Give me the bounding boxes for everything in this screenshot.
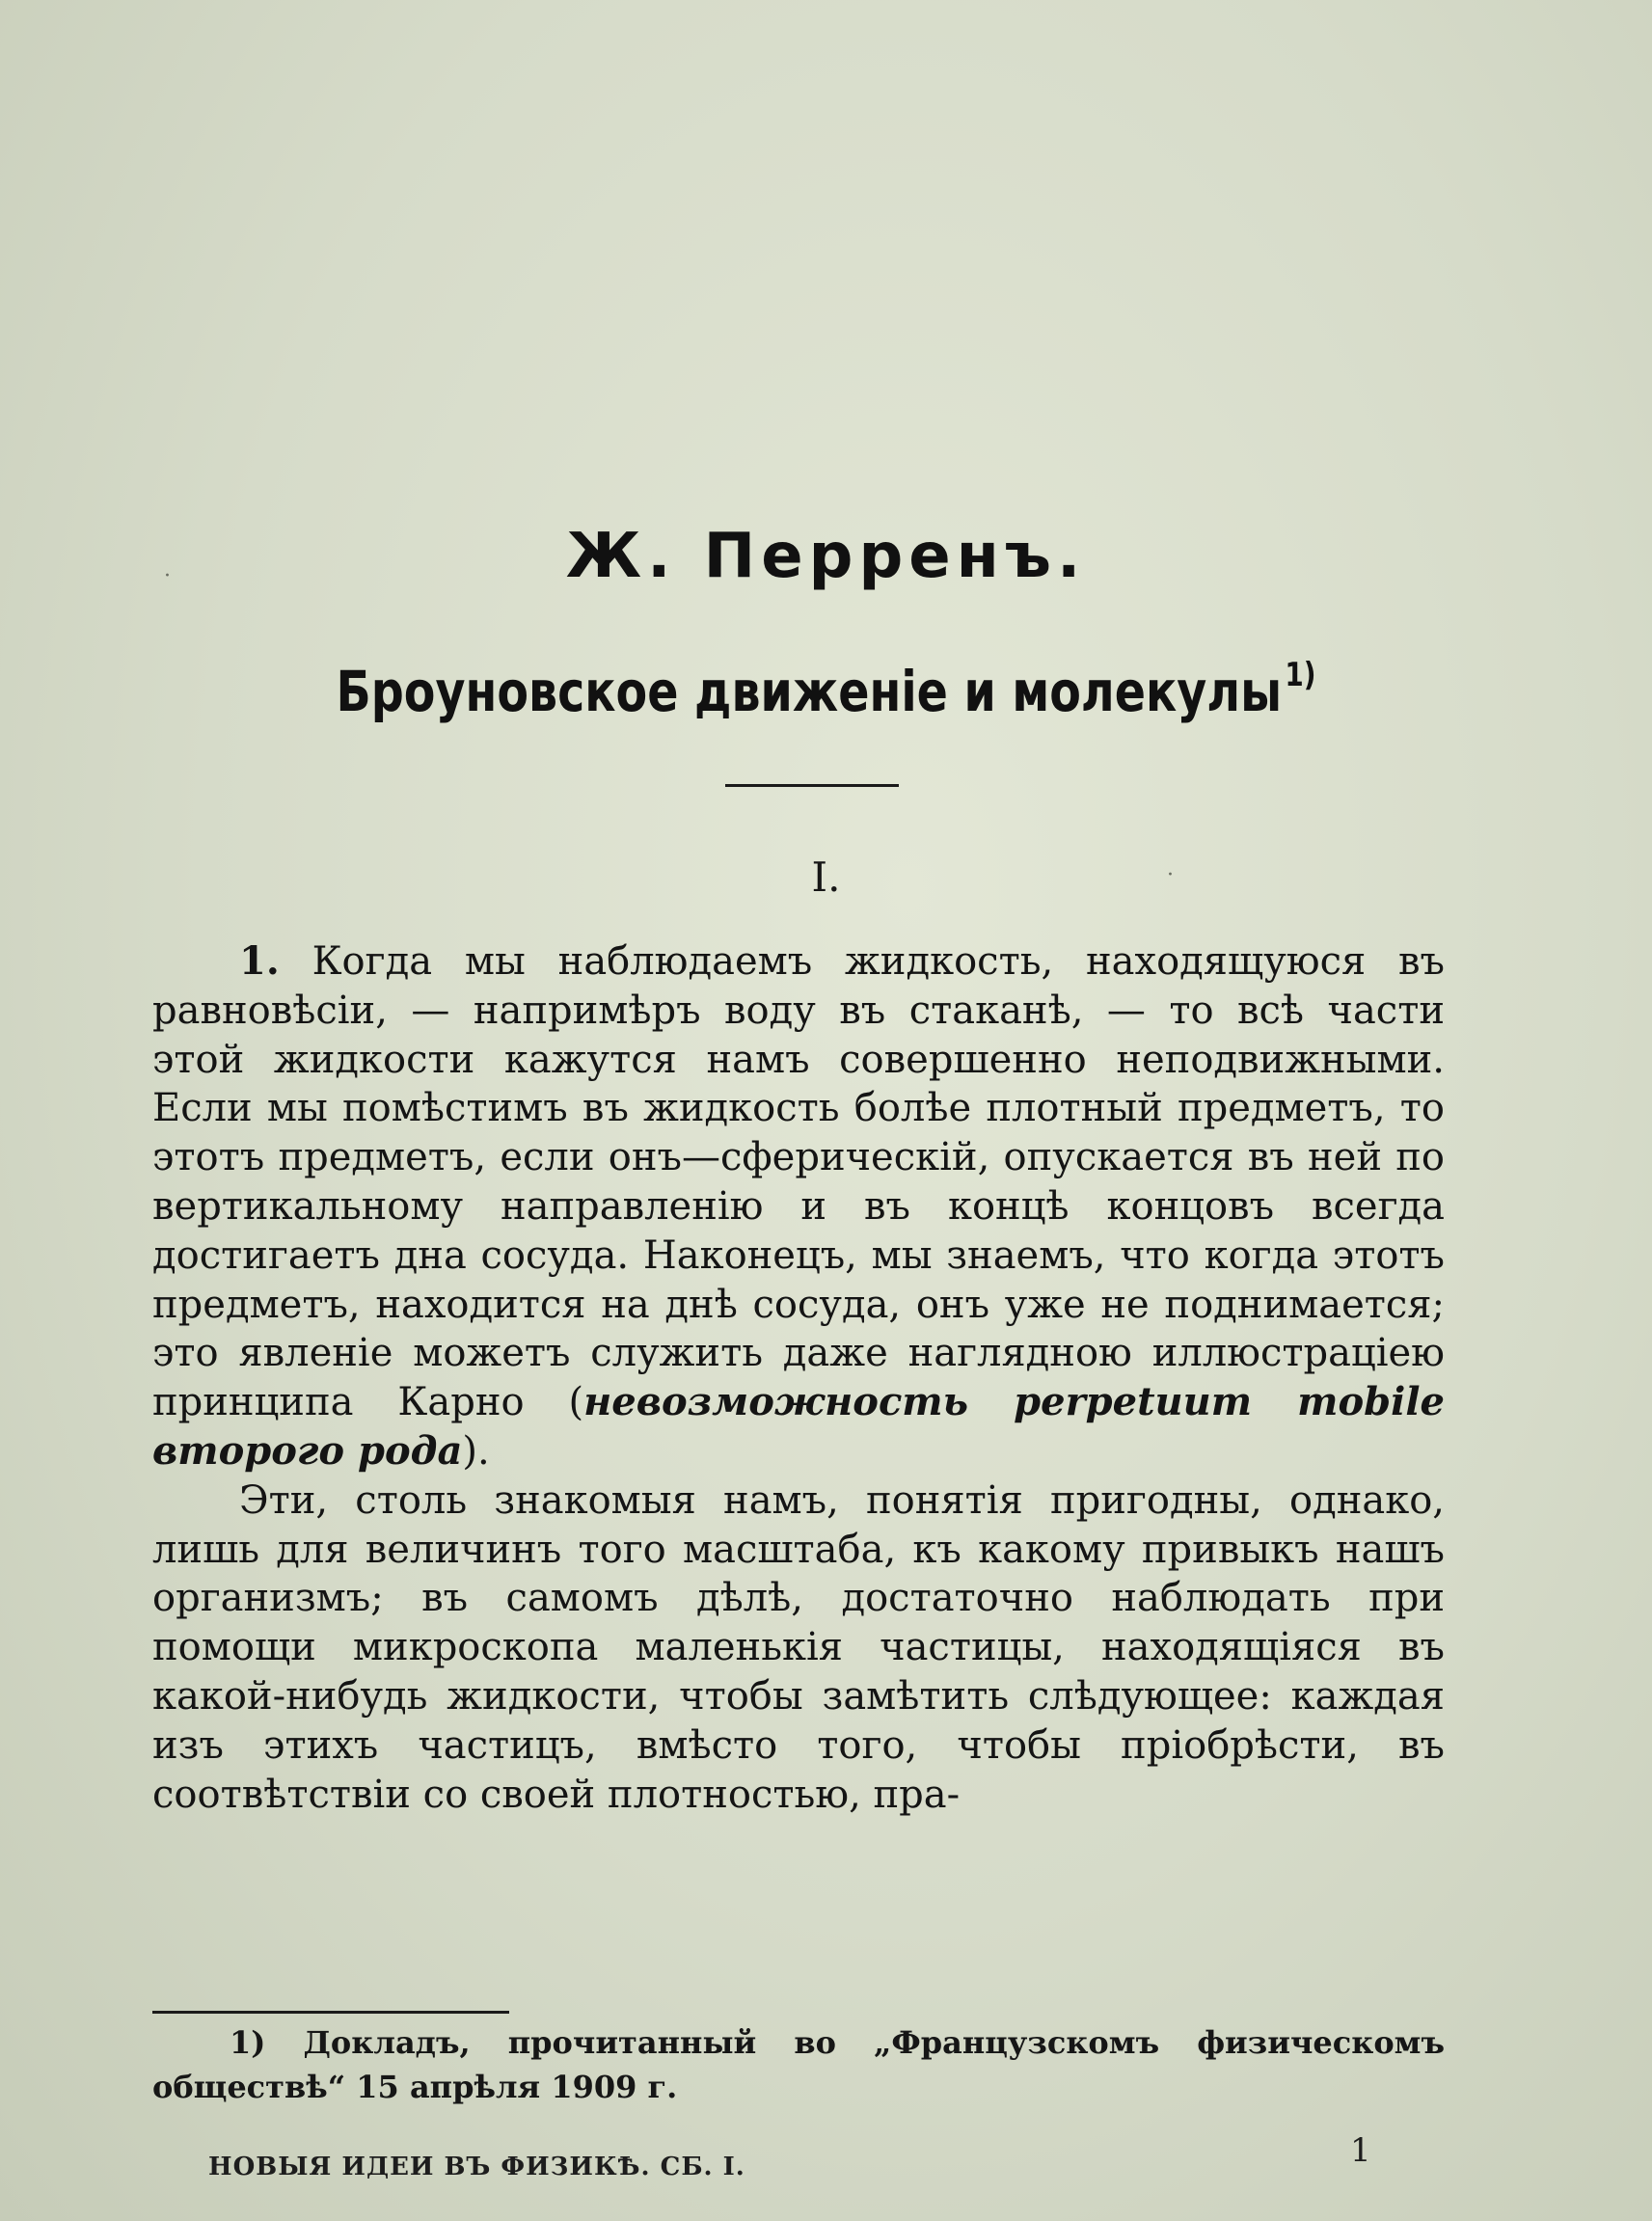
printer-signature: НОВЫЯ ИДЕИ ВЪ ФИЗИКѢ. СБ. I.: [208, 2153, 745, 2181]
footnote-divider: [152, 2011, 509, 2014]
page-number: 1: [1350, 2131, 1371, 2170]
footnote: 1) Докладъ, прочитанный во „Французскомъ физическомъ обществѣ“ 15 апрѣля 1909 г.: [152, 2024, 1445, 2105]
paragraph-1-end: ).: [462, 1428, 490, 1474]
paragraph-1: [152, 937, 1445, 1476]
body-text: [152, 937, 1445, 1819]
paragraph-2: Эти, столь знакомыя намъ, понятія пригодны, однако, лишь для величинъ того масштаба, къ какому привыкъ нашъ организмъ; въ самомъ дѣлѣ, достаточно наблюдать при помощи микроскопа маленькія частицы, находящіяся въ какой-нибудь жидкости, чтобы замѣтить слѣдующее: каждая изъ этихъ частицъ, вмѣсто того, чтобы пріобрѣсти, въ соотвѣтствіи со своей плотностью, пра-: [152, 1477, 1445, 1817]
title-divider: [725, 784, 899, 787]
paper-speck: ·: [1167, 863, 1174, 887]
title-text: Броуновское движеніе и молекулы: [336, 659, 1283, 724]
paragraph-number: 1.: [239, 938, 280, 984]
paper-speck: ·: [164, 564, 171, 588]
title-footnote-mark: 1): [1285, 656, 1316, 694]
author-name: Ж. Перренъ.: [565, 521, 1087, 592]
article-title: [149, 656, 1503, 724]
italic-term: невозможность perpetuum mobile второго рода: [152, 1379, 1445, 1474]
section-number: I.: [811, 853, 841, 901]
paragraph-1-text: Когда мы наблюдаемъ жидкость, находящуюся въ равновѣсіи, — напримѣръ воду въ стаканѣ, — то всѣ части этой жидкости кажутся намъ совершенно неподвижными. Если мы помѣстимъ въ жидкость болѣе плотный предметъ, то этотъ предметъ, если онъ—сферическій, опускается въ ней по вертикальному направленію и въ концѣ концовъ всегда достигаетъ дна сосуда. Наконецъ, мы знаемъ, что когда этотъ предметъ, находится на днѣ сосуда, онъ уже не поднимается; это явленіе можетъ служить даже наглядною иллюстраціею принципа Карно (: [152, 939, 1446, 1425]
